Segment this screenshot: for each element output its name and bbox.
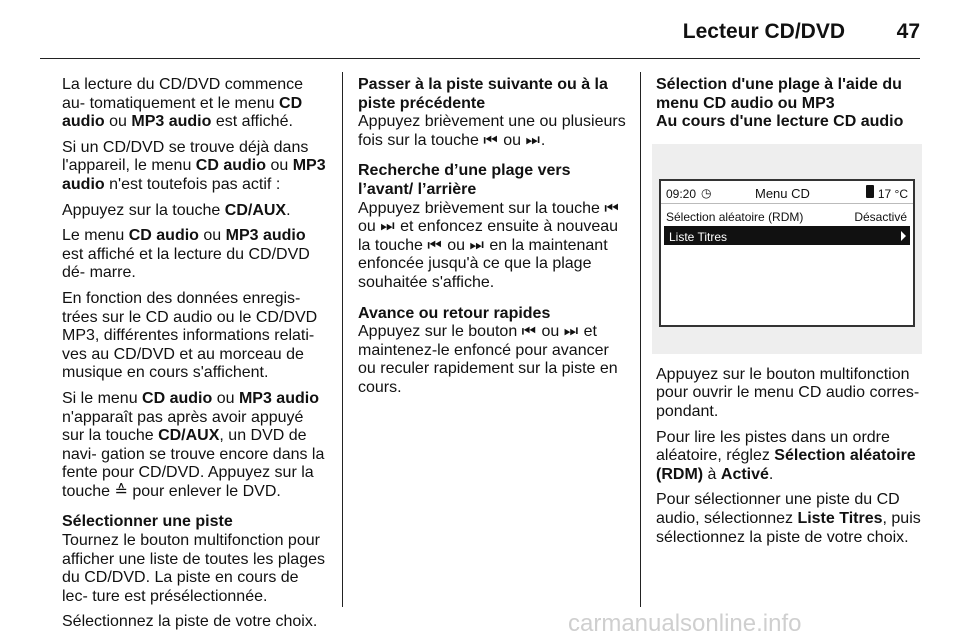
column-3 bbox=[656, 76, 924, 554]
page-number: 47 bbox=[896, 20, 920, 43]
section-heading: Sélection d'une plage à l'aide du menu CD audio ou MP3 bbox=[656, 76, 902, 112]
paragraph: La lecture du CD/DVD commence au- tomatiquement et le menu CD audio ou MP3 audio est affiché. bbox=[62, 76, 303, 131]
section-heading: Sélectionner une piste bbox=[62, 513, 233, 531]
menu-item-track-list: Liste Titres bbox=[664, 226, 910, 245]
column-1 bbox=[62, 76, 328, 639]
header-rule bbox=[40, 58, 920, 59]
next-track-icon: ⏭ bbox=[525, 131, 541, 149]
previous-track-icon: ⏮ bbox=[483, 131, 499, 149]
header-title: Lecteur CD/DVD bbox=[682, 20, 845, 43]
paragraph: Appuyez brièvement sur la touche ⏮ ou ⏭ et enfoncez ensuite à nouveau la touche ⏮ ou ⏭ en la maintenant enfoncée jusqu'à ce que la plage souhaitée s'affiche. bbox=[358, 199, 620, 291]
display-screen bbox=[659, 179, 915, 327]
next-track-icon: ⏭ bbox=[380, 218, 396, 236]
next-track-icon: ⏭ bbox=[469, 236, 485, 254]
display-time: 09:20 bbox=[666, 186, 697, 201]
display-illustration bbox=[652, 144, 922, 354]
paragraph: Appuyez brièvement une ou plusieurs fois sur la touche ⏮ ou ⏭. bbox=[358, 113, 626, 149]
paragraph: Le menu CD audio ou MP3 audio est affiché et la lecture du CD/DVD dé- marre. bbox=[62, 227, 310, 282]
previous-track-icon: ⏮ bbox=[427, 236, 443, 254]
paragraph: Si le menu CD audio ou MP3 audio n'apparaît pas après avoir appuyé sur la touche CD/AUX, un DVD de navi- gation se trouve encore dans la fente pour CD/DVD. Appuyez sur la touche ≙ pour enlever le DVD. bbox=[62, 389, 325, 500]
section-heading: Recherche d’une plage vers l’avant/ l’arrière bbox=[358, 162, 571, 198]
menu-item-random: Sélection aléatoire (RDM) Désactivé bbox=[666, 209, 907, 224]
subsection-heading: Au cours d'une lecture CD audio bbox=[656, 113, 904, 131]
paragraph: Appuyez sur le bouton ⏮ ou ⏭ et maintenez-le enfoncé pour avancer ou reculer rapidement sur la piste en cours. bbox=[358, 323, 618, 396]
clock-icon: ◷ bbox=[701, 185, 712, 200]
column-divider-1 bbox=[342, 72, 343, 607]
paragraph: Pour sélectionner une piste du CD audio, sélectionnez Liste Titres, puis sélectionnez la piste de votre choix. bbox=[656, 491, 921, 546]
paragraph: Appuyez sur la touche CD/AUX. bbox=[62, 201, 291, 219]
paragraph: Si un CD/DVD se trouve déjà dans l'appareil, le menu CD audio ou MP3 audio n'est toutefois pas actif : bbox=[62, 138, 326, 193]
display-temperature: 17 °C bbox=[877, 186, 908, 201]
page-header bbox=[0, 0, 960, 54]
paragraph: En fonction des données enregis- trées sur le CD audio ou le CD/DVD MP3, différentes informations relati- ves au CD/DVD et au morceau de musique en cours s'affichent. bbox=[62, 289, 318, 382]
section-heading: Passer à la piste suivante ou à la piste précédente bbox=[358, 76, 608, 112]
display-status-bar bbox=[661, 181, 913, 204]
eject-icon: ≙ bbox=[114, 482, 128, 500]
phone-icon bbox=[866, 185, 874, 198]
previous-track-icon: ⏮ bbox=[604, 199, 620, 217]
arrow-right-icon bbox=[901, 231, 906, 241]
column-divider-2 bbox=[640, 72, 641, 607]
previous-track-icon: ⏮ bbox=[521, 323, 538, 341]
section-heading: Avance ou retour rapides bbox=[358, 304, 551, 322]
paragraph: Tournez le bouton multifonction pour afficher une liste de toutes les plages du CD/DVD. La piste en cours de lec- ture est présélectionnée. bbox=[62, 532, 325, 605]
watermark: carmanualsonline.info bbox=[568, 610, 802, 637]
column-2 bbox=[358, 76, 626, 405]
paragraph: Appuyez sur le bouton multifonction pour ouvrir le menu CD audio corres- pondant. bbox=[656, 365, 920, 420]
paragraph: Sélectionnez la piste de votre choix. bbox=[62, 613, 318, 631]
display-title: Menu CD bbox=[755, 185, 810, 201]
next-track-icon: ⏭ bbox=[563, 323, 580, 341]
paragraph: Pour lire les pistes dans un ordre aléatoire, réglez Sélection aléatoire (RDM) à Activé. bbox=[656, 428, 916, 483]
